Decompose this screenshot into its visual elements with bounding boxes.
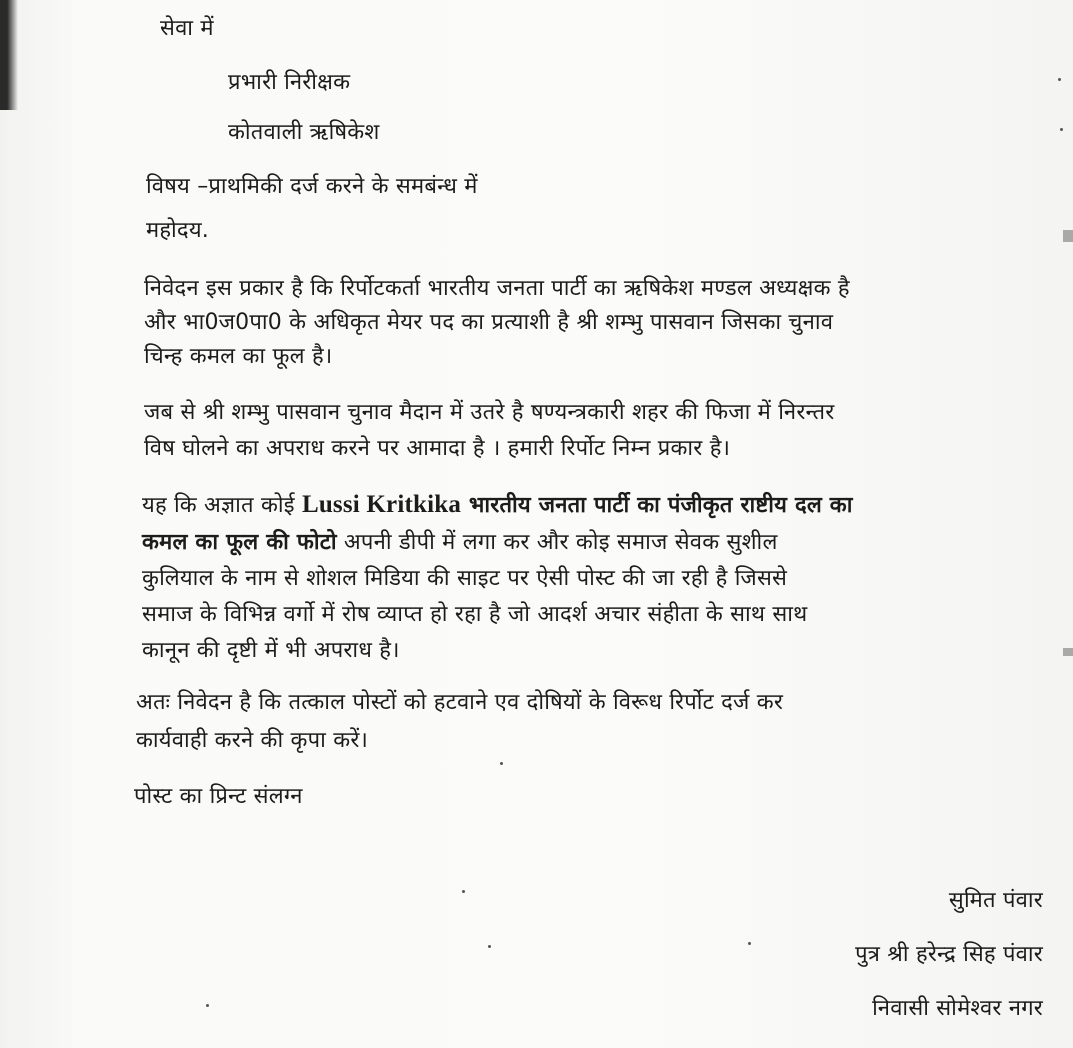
paragraph-2-line-1: जब से श्री शम्भु पासवान चुनाव मैदान में उतरे है षण्यन्त्रकारी शहर की फिजा में निरन्तर [144, 400, 835, 425]
paragraph-3-line-4: समाज के विभिन्न वर्गो में रोष व्याप्त हो रहा है जो आदर्श अचार संहीता के साथ साथ [142, 602, 808, 627]
scan-speck [1060, 128, 1063, 131]
scan-speck [488, 945, 491, 948]
paragraph-1-line-1: निवेदन इस प्रकार है कि रिर्पोटकर्ता भारतीय जनता पार्टी का ऋषिकेश मण्डल अध्यक्षक है [144, 276, 850, 301]
paragraph-3-line-1-start: यह कि अज्ञात कोई [142, 493, 302, 518]
paragraph-4-line-2: कार्यवाही करने की कृपा करें। [136, 728, 369, 753]
enclosure-note: पोस्ट का प्रिन्ट संलग्न [134, 784, 303, 809]
paragraph-1-line-2: और भा0ज0पा0 के अधिकृत मेयर पद का प्रत्याशी है श्री शम्भु पासवान जिसका चुनाव [144, 310, 834, 335]
accused-name: Lussi Kritkika [301, 491, 462, 518]
scan-speck [748, 942, 751, 945]
scan-edge-shadow [0, 0, 18, 110]
recipient-designation: प्रभारी निरीक्षक [228, 70, 351, 95]
paragraph-3-line-1-bold: भारतीय जनता पार्टी का पंजीकृत राष्टीय दल का [461, 493, 853, 518]
paragraph-2-line-2: विष घोलने का अपराध करने पर आमादा है । हमारी रिर्पोट निम्न प्रकार है। [144, 436, 731, 461]
paragraph-1-line-3: चिन्ह कमल का फूल है। [144, 344, 333, 369]
scan-speck [462, 890, 465, 893]
subject-line: विषय –प्राथमिकी दर्ज करने के समबंन्ध में [146, 174, 478, 199]
scan-speck [206, 1004, 209, 1007]
sender-name: सुमित पंवार [948, 888, 1043, 913]
scan-speck [1058, 78, 1061, 81]
recipient-office: कोतवाली ऋषिकेश [228, 120, 380, 145]
sender-parentage: पुत्र श्री हरेन्द्र सिह पंवार [855, 942, 1043, 967]
paragraph-3-line-1 [142, 490, 853, 521]
paragraph-3-line-2-bold: कमल का फूल की फोटो [142, 530, 337, 555]
scan-blot [1063, 648, 1073, 656]
paragraph-4-line-1: अतः निवेदन है कि तत्काल पोस्टों को हटवाने एव दोषियों के विरूध रिर्पोट दर्ज कर [136, 690, 784, 715]
scan-speck [500, 762, 503, 765]
scan-blot [1063, 230, 1073, 242]
paragraph-3-line-5: कानून की दृष्टी में भी अपराध है। [142, 638, 400, 663]
sender-address: निवासी सोमेश्वर नगर [872, 996, 1043, 1021]
paragraph-3-line-3: कुलियाल के नाम से शोशल मिडिया की साइट पर ऐसी पोस्ट की जा रही है जिससे [142, 566, 788, 591]
salutation-to: सेवा में [160, 16, 214, 41]
paragraph-3-line-2-rest: अपनी डीपी में लगा कर और कोइ समाज सेवक सुशील [336, 530, 778, 555]
greeting: महोदय. [146, 218, 209, 243]
paragraph-3-line-2 [142, 528, 778, 558]
